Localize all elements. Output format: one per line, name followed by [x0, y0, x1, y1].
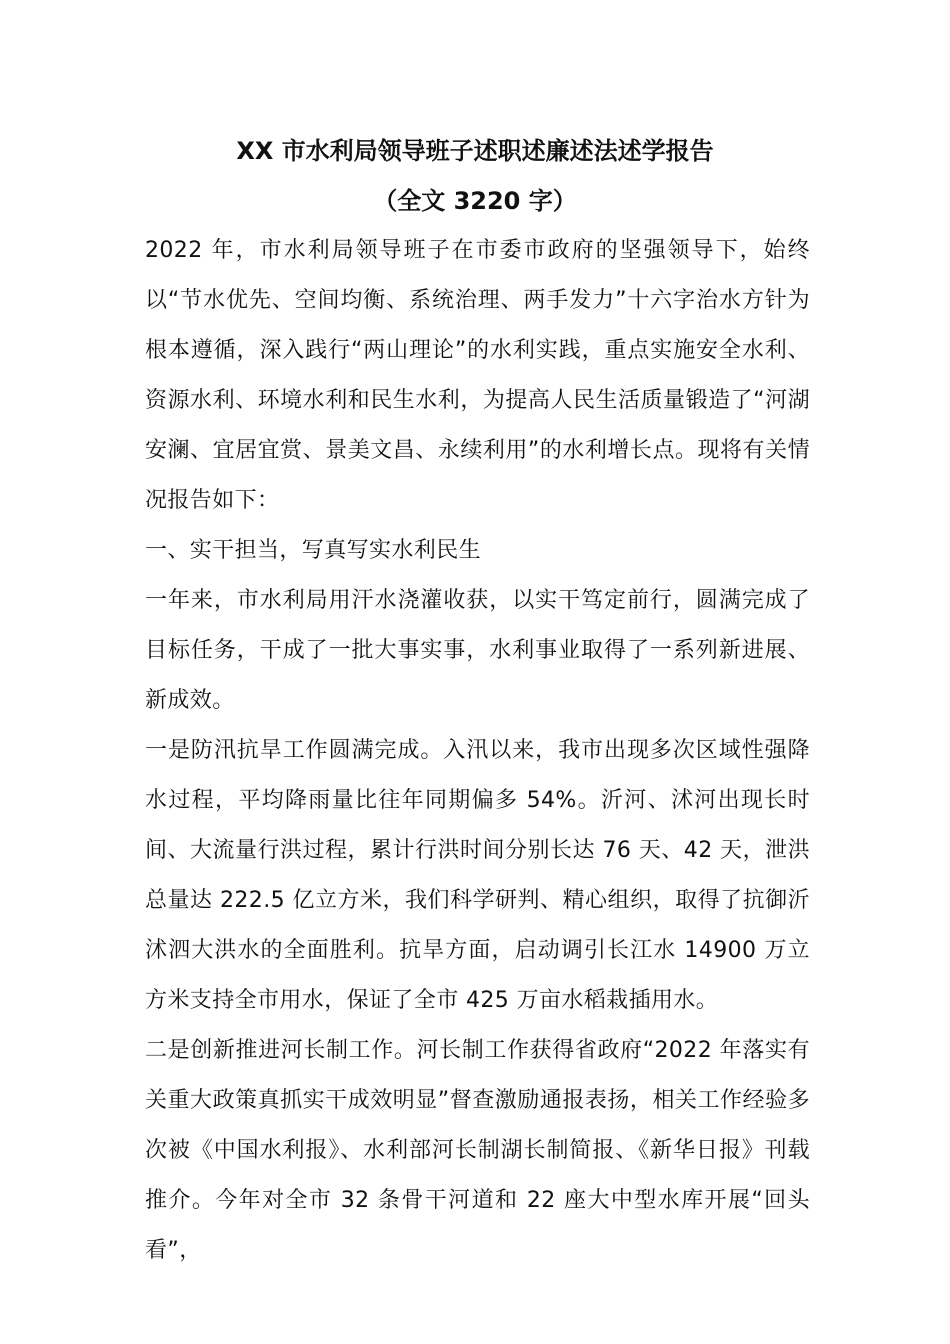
document-body: [145, 226, 810, 1276]
paragraph-river-chief: 二是创新推进河长制工作。河长制工作获得省政府“2022 年落实有关重大政策真抓实干成效明显”督查激励通报表扬，相关工作经验多次被《中国水利报》、水利部河长制湖长制简报、《新华日报》刊载推介。今年对全市 32 条骨干河道和 22 座大中型水库开展“回头看”，: [145, 1038, 810, 1263]
section-heading-1: 一、实干担当，写真写实水利民生: [145, 538, 482, 563]
paragraph-summary: 一年来，市水利局用汗水浇灌收获，以实干笃定前行，圆满完成了目标任务，干成了一批大事实事，水利事业取得了一系列新进展、新成效。: [145, 588, 810, 713]
document-subtitle: （全文 3220 字）: [373, 187, 577, 215]
document-title: XX 市水利局领导班子述职述廉述法述学报告: [236, 137, 714, 165]
paragraph-intro: 2022 年，市水利局领导班子在市委市政府的坚强领导下，始终以“节水优先、空间均衡、系统治理、两手发力”十六字治水方针为根本遵循，深入践行“两山理论”的水利实践，重点实施安全水利、资源水利、环境水利和民生水利，为提高人民生活质量锻造了“河湖安澜、宜居宜赏、景美文昌、永续利用”的水利增长点。现将有关情况报告如下：: [145, 238, 810, 513]
paragraph-flood-control: 一是防汛抗旱工作圆满完成。入汛以来，我市出现多次区域性强降水过程，平均降雨量比往年同期偏多 54%。沂河、沭河出现长时间、大流量行洪过程，累计行洪时间分别长达 76 天、42 天，泄洪总量达 222.5 亿立方米，我们科学研判、精心组织，取得了抗御沂沭泗大洪水的全面胜利。抗旱方面，启动调引长江水 14900 万立方米支持全市用水，保证了全市 425 万亩水稻栽插用水。: [145, 738, 810, 1013]
